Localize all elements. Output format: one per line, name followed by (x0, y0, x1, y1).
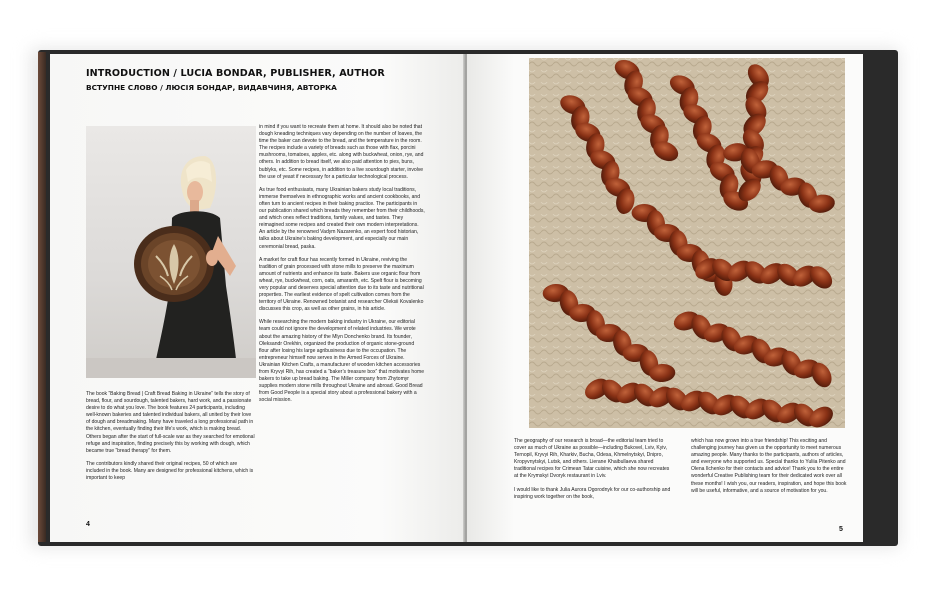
text-column-1 (86, 391, 256, 488)
text-column-3 (514, 438, 674, 507)
author-photo (86, 126, 256, 378)
paragraph: I would like to thank Julia Aurora Ogorodnyk for our co-authorship and inspiring work together on the book, (514, 486, 671, 500)
left-page (50, 54, 465, 542)
text-column-4 (691, 438, 853, 501)
braided-bread-photo (529, 58, 845, 428)
paragraph: The book “Baking Bread | Craft Bread Baking in Ukraine” tells the story of bread, flour, and sourdough, talented bakers, hard work, and a passionate desire to do what you love. The book features 24 participants, including well-known bakeries and talented individual bakers, all united by their love of dough and breadmaking. Many have traveled a long professional path in the kitchen, eventually finding their life’s work, which is making bread. Others began after the start of full-scale war as they searched for emotional refuge and inspiration, finding precisely this by working with dough, which became true “bread therapy” for them. (86, 391, 255, 454)
braided-bread-illustration (529, 58, 845, 428)
paragraph: While researching the modern baking industry in Ukraine, our editorial team could not ignore the development of related industries. We wrote about the amazing history of the Mlyn Donchenko brand. Its founder, Oleksandr Orekhin, organized the production of organic stone-ground flour after losing his large agribusiness due to the occupation. The entrepreneur himself now serves in the Armed Forces of Ukraine. Ukrainian Kitchen Crafts, a manufacturer of wooden kitchen accessories from Kryvyi Rih, has created a “baker’s treasure box” that motivates home bakers to take up bread baking. The Miller company from Zhytomyr supplies modern stone mills throughout Ukraine and abroad. Good Bread from Good People is a special story about a professional bakery with a social mission. (259, 319, 425, 404)
paragraph: A market for craft flour has recently formed in Ukraine, reviving the tradition of grain processed with stone mills to preserve the maximum amount of nutrients and enhance its taste. Bakers use organic flour from wheat, rye, buckwheat, corn, oats, amaranth, etc. Spelt flour is becoming very popular and deserves special attention due to its taste and nutritional properties. The earliest evidence of spelt cultivation comes from the territory of Ukraine. Renowned botanist and researcher Oleksii Kovalenko discusses this crop, as well as other grains, in his article. (259, 256, 424, 313)
page-number: 4 (86, 521, 90, 528)
paragraph: The geography of our research is broad—the editorial team tried to cover as much of Ukraine as possible—including Bukovel, Lviv, Kyiv, Ternopil, Kryvyi Rih, Kharkiv, Bucha, Odesa, Khmelnytskyi, Dnipro, Kropyvnytskyi, Lutsk, and others. Lierane Khaibullaeva shared traditional recipes for Crimean Tatar cuisine, which she now recreates at the Krymskyi Dvoryk restaurant in Lviv. (514, 438, 670, 480)
author-photo-illustration (86, 126, 256, 378)
page-number: 5 (839, 526, 843, 533)
page-subtitle: ВСТУПНЕ СЛОВО / ЛЮСІЯ БОНДАР, ВИДАВЧИНЯ, АВТОРКА (86, 83, 337, 92)
cover-edge (38, 52, 46, 542)
paragraph: The contributors kindly shared their original recipes, 50 of which are included in the book. Many are designed for professional kitchens, which is important to keep (86, 460, 254, 482)
page-title: INTRODUCTION / LUCIA BONDAR, PUBLISHER, AUTHOR (86, 68, 385, 79)
right-page (467, 54, 863, 542)
text-column-2 (259, 124, 425, 410)
paragraph: which has now grown into a true friendship! This exciting and challenging journey has given us the opportunity to meet numerous amazing people. Many thanks to the participants, authors of articles, and everyone who supported us. Special thanks to Yuliia Pitenko and Olena Ilchenko for their contacts and advice! Thank you to the entire wonderful Creative Publishing team for their dedicated work over all these months! I wish you, our readers, inspiration, and hope this book will be useful, informative, and a source of motivation for you. (691, 438, 847, 494)
paragraph: in mind if you want to recreate them at home. It should also be noted that dough kneading techniques vary depending on the number of loaves, the time the baker can devote to the bread, and the temperature in the room. The recipes include a variety of breads such as those with flax, porcini mushrooms, tomatoes, apples, etc. along with buckwheat, onion, rye, and others. In addition to bread itself, we also paid attention to pies, buns, bublyks, etc. Some recipes, in addition to a live sourdough starter, involve the use of yeast if necessary for a particular technological process. (259, 124, 424, 180)
paragraph: As true food enthusiasts, many Ukrainian bakers study local traditions, immerse themselves in ethnographic works and ancient cookbooks, and often turn to ancient recipes in their baking practice. The participants in our publication shared which breads they remember from their childhoods, and which ones reflect traditions, family values, and tastes. They reimagined some recipes and created their own modern interpretations. An article by the renowned Vadym Nazarenko, an expert food historian, talks about Ukraine’s baking development, and especially our main ceremonial bread, paska. (259, 186, 425, 250)
